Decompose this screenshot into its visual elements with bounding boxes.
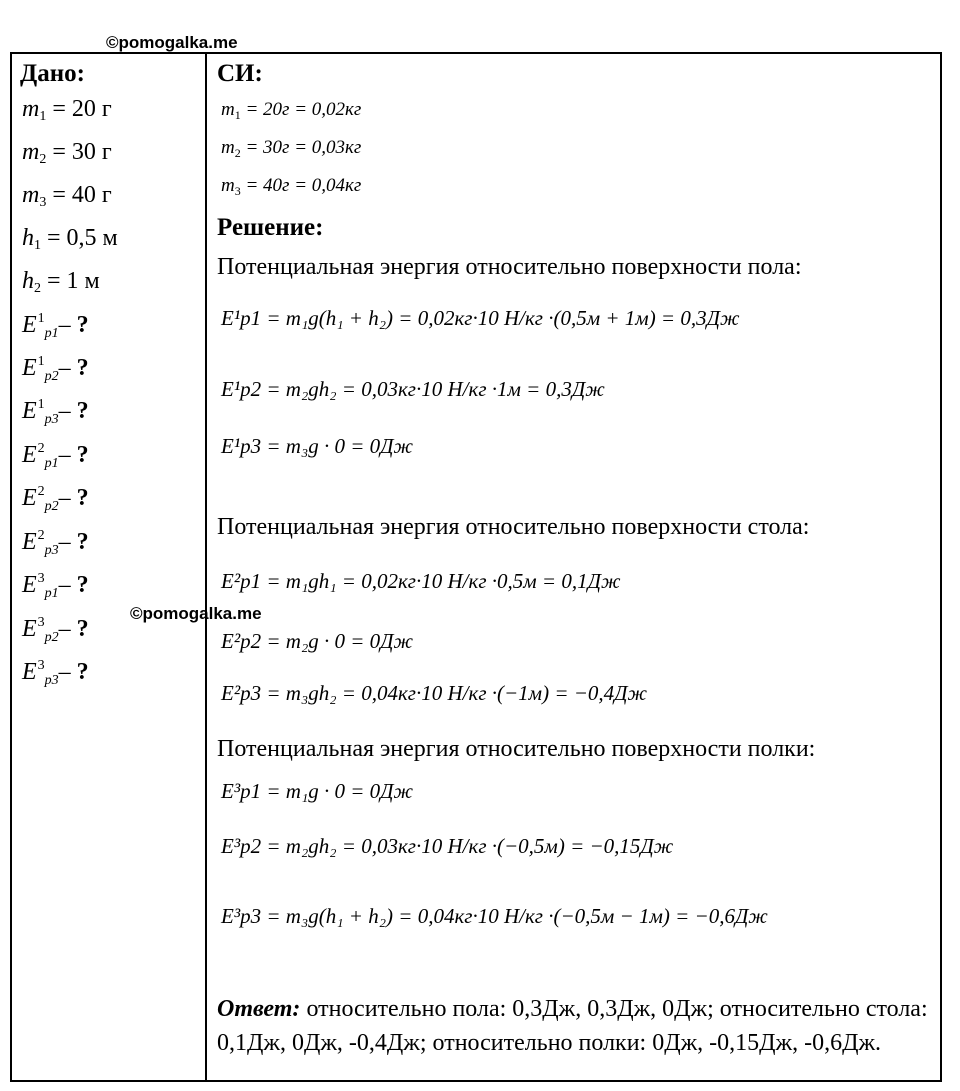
unknown-item: $E^3_{p3}-$ ? [22,658,89,688]
given-item: $h_2 = 1$ м [22,268,100,296]
unknown-item: $E^2_{p1}-$ ? [22,441,89,471]
answer-text: относительно пола: 0,3Дж, 0,3Дж, 0Дж; относительно стола: 0,1Дж, 0Дж, -0,4Дж; относительно полки: 0Дж, -0,15Дж, -0,6Дж. [217,996,928,1056]
given-item: $m_1 = 20$ г [22,96,112,124]
watermark-top: ©pomogalka.me [106,33,238,52]
unknown-item: $E^2_{p3}-$ ? [22,528,89,558]
unknown-item: $E^1_{p2}-$ ? [22,354,89,384]
section-title: Потенциальная энергия относительно поверхности пола: [217,254,802,280]
equation: E¹p2 = m₂gh₂ = 0,03кг·10 Н/кг ·1м = 0,3Дж [221,377,605,401]
si-line: $m_3 = 40г = 0,04кг$ [221,175,362,198]
equation: E²p3 = m₃gh₂ = 0,04кг·10 Н/кг ·(−1м) = −0,4Дж [221,681,648,705]
equation: E¹p3 = m₃g · 0 = 0Дж [221,434,414,458]
solution-column [207,54,942,1080]
unknown-item: $E^1_{p3}-$ ? [22,397,89,427]
given-heading: Дано: [20,60,85,87]
given-item: $m_2 = 30$ г [22,139,112,167]
solution-heading: Решение: [217,214,324,241]
equation: E³p3 = m₃g(h₁ + h₂) = 0,04кг·10 Н/кг ·(−0,5м − 1м) = −0,6Дж [221,904,768,928]
answer-block [217,992,937,1060]
equation: E¹p1 = m₁g(h₁ + h₂) = 0,02кг·10 Н/кг ·(0,5м + 1м) = 0,3Дж [221,306,740,330]
si-line: $m_1 = 20г = 0,02кг$ [221,99,362,122]
unknown-item: $E^1_{p1}-$ ? [22,311,89,341]
unknown-item: $E^3_{p2}-$ ? [22,615,89,645]
problem-table [10,52,942,1082]
section-title: Потенциальная энергия относительно поверхности стола: [217,514,810,540]
si-line: $m_2 = 30г = 0,03кг$ [221,137,362,160]
watermark-middle: ©pomogalka.me [130,604,262,623]
answer-label: Ответ: [217,996,301,1022]
unknown-item: $E^3_{p1}-$ ? [22,571,89,601]
si-heading: СИ: [217,60,263,87]
equation: E³p2 = m₂gh₂ = 0,03кг·10 Н/кг ·(−0,5м) = −0,15Дж [221,834,674,858]
given-item: $m_3 = 40$ г [22,182,112,210]
given-item: $h_1 = 0,5$ м [22,225,118,253]
equation: E³p1 = m₁g · 0 = 0Дж [221,779,414,803]
equation: E²p1 = m₁gh₁ = 0,02кг·10 Н/кг ·0,5м = 0,1Дж [221,569,621,593]
section-title: Потенциальная энергия относительно поверхности полки: [217,736,816,762]
unknown-item: $E^2_{p2}-$ ? [22,484,89,514]
equation: E²p2 = m₂g · 0 = 0Дж [221,629,414,653]
